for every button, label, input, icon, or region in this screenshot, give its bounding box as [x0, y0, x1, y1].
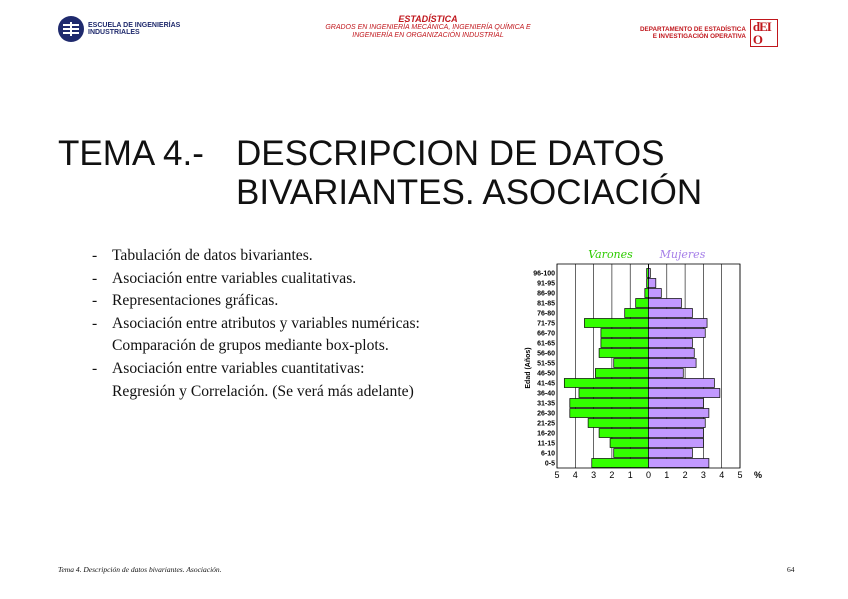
age-tick-label: 16-20: [537, 430, 555, 438]
bar-mujeres: [649, 309, 693, 318]
course-degrees-line1: GRADOS EN INGENIERÍA MECÁNICA, INGENIERÍA QUÍMICA E: [325, 24, 531, 31]
page-number: 64: [787, 565, 795, 574]
x-tick-label: 1: [627, 470, 633, 480]
x-tick-label: 1: [664, 470, 670, 480]
bullet-dash: -: [92, 247, 98, 264]
bullet-dash: -: [92, 269, 98, 287]
x-tick-label: 2: [609, 470, 615, 480]
age-tick-label: 6-10: [540, 450, 555, 458]
bar-mujeres: [649, 349, 695, 358]
course-header: [260, 14, 596, 40]
bar-mujeres: [649, 269, 651, 278]
bullet-item: [92, 358, 522, 403]
bullet-text: Asociación entre atributos y variables numéricas:: [112, 314, 420, 332]
bullet-list: [92, 245, 522, 403]
age-tick-label: 56-60: [537, 350, 555, 358]
bar-mujeres: [649, 329, 706, 338]
school-logo-line1: ESCUELA DE INGENIERÍAS: [88, 22, 181, 29]
age-tick-label: 21-25: [537, 420, 555, 428]
age-tick-label: 76-80: [537, 310, 555, 318]
course-degrees-line2: INGENIERÍA EN ORGANIZACIÓN INDUSTRIAL: [352, 32, 504, 39]
bar-varones: [614, 359, 649, 368]
bullet-dash: -: [92, 292, 98, 310]
bar-varones: [592, 459, 649, 468]
legend-varones: Varones: [588, 248, 633, 261]
bar-mujeres: [649, 449, 693, 458]
age-tick-label: 96-100: [533, 270, 555, 278]
department-line1: DEPARTAMENTO DE ESTADÍSTICA: [640, 26, 746, 33]
bar-varones: [645, 289, 649, 298]
bar-varones: [625, 309, 649, 318]
bullet-item: [92, 245, 522, 268]
bar-mujeres: [649, 379, 715, 388]
bar-varones: [579, 389, 649, 398]
bar-varones: [564, 379, 648, 388]
bar-varones: [614, 449, 649, 458]
x-tick-label: 4: [719, 470, 725, 480]
bar-mujeres: [649, 279, 656, 288]
bar-mujeres: [649, 459, 709, 468]
bar-varones: [599, 349, 648, 358]
bar-mujeres: [649, 299, 682, 308]
slide-title: [58, 134, 702, 212]
bar-mujeres: [649, 319, 708, 328]
bar-varones: [636, 299, 649, 308]
footer-topic: Tema 4. Descripción de datos bivariantes. Asociación.: [58, 565, 222, 574]
department-line2: E INVESTIGACIÓN OPERATIVA: [652, 33, 746, 40]
bullet-text-continued: Regresión y Correlación. (Se verá más adelante): [112, 382, 414, 400]
x-tick-label: 3: [591, 470, 597, 480]
bar-varones: [595, 369, 648, 378]
bar-mujeres: [649, 359, 697, 368]
bar-varones: [601, 339, 649, 348]
school-logo: [58, 16, 180, 42]
bar-mujeres: [649, 289, 662, 298]
age-tick-label: 51-55: [537, 360, 555, 368]
bar-mujeres: [649, 439, 704, 448]
x-tick-label: 0: [645, 470, 652, 480]
bar-mujeres: [649, 389, 720, 398]
school-logo-line2: INDUSTRIALES: [88, 29, 140, 36]
deio-logo-icon: [750, 19, 778, 47]
bullet-item: [92, 313, 522, 358]
population-pyramid-chart: [520, 244, 770, 484]
topic-number: TEMA 4.-: [58, 134, 204, 173]
bar-varones: [610, 439, 648, 448]
bullet-item: [92, 290, 522, 313]
age-tick-label: 86-90: [537, 290, 555, 298]
bullet-dash: -: [92, 314, 98, 332]
title-line1: DESCRIPCION DE DATOS: [236, 134, 665, 173]
age-tick-label: 26-30: [537, 410, 555, 418]
age-tick-label: 36-40: [537, 390, 555, 398]
x-tick-label: 5: [737, 470, 743, 480]
bar-varones: [599, 429, 648, 438]
age-tick-label: 41-45: [537, 380, 555, 388]
x-tick-label: 4: [572, 470, 578, 480]
bar-varones: [584, 319, 648, 328]
x-tick-label: 5: [554, 470, 560, 480]
age-tick-label: 0-5: [544, 460, 555, 468]
bar-varones: [588, 419, 648, 428]
y-axis-label: Edad (Años): [525, 347, 532, 389]
deio-letters: dEIO: [752, 19, 771, 47]
x-tick-label: 2: [682, 470, 688, 480]
bar-mujeres: [649, 399, 704, 408]
title-line2: BIVARIANTES. ASOCIACIÓN: [236, 173, 703, 212]
bullet-item: [92, 268, 522, 291]
x-unit-label: %: [754, 470, 763, 480]
bullet-text: Representaciones gráficas.: [112, 292, 279, 310]
bullet-text: Tabulación de datos bivariantes.: [112, 247, 313, 264]
x-tick-label: 3: [700, 470, 706, 480]
bar-varones: [570, 409, 649, 418]
bullet-text: Asociación entre variables cualitativas.: [112, 269, 357, 287]
age-tick-label: 91-95: [537, 280, 555, 288]
bar-varones: [601, 329, 649, 338]
bar-mujeres: [649, 339, 693, 348]
bar-mujeres: [649, 369, 684, 378]
department-logo: [640, 19, 778, 47]
bullet-text-continued: Comparación de grupos mediante box-plots.: [112, 337, 389, 355]
age-tick-label: 11-15: [537, 440, 555, 448]
age-tick-label: 81-85: [537, 300, 555, 308]
bar-mujeres: [649, 429, 704, 438]
bullet-text: Asociación entre variables cuantitativas:: [112, 359, 365, 377]
school-logo-icon: [58, 16, 84, 42]
bar-varones: [570, 399, 649, 408]
course-title: ESTADÍSTICA: [398, 14, 458, 24]
bullet-dash: -: [92, 359, 98, 377]
bar-mujeres: [649, 409, 709, 418]
age-tick-label: 71-75: [537, 320, 555, 328]
bar-mujeres: [649, 419, 706, 428]
age-tick-label: 46-50: [537, 370, 555, 378]
age-tick-label: 66-70: [537, 330, 555, 338]
age-tick-label: 61-65: [537, 340, 555, 348]
age-tick-label: 31-35: [537, 400, 555, 408]
legend-mujeres: Mujeres: [659, 248, 706, 261]
